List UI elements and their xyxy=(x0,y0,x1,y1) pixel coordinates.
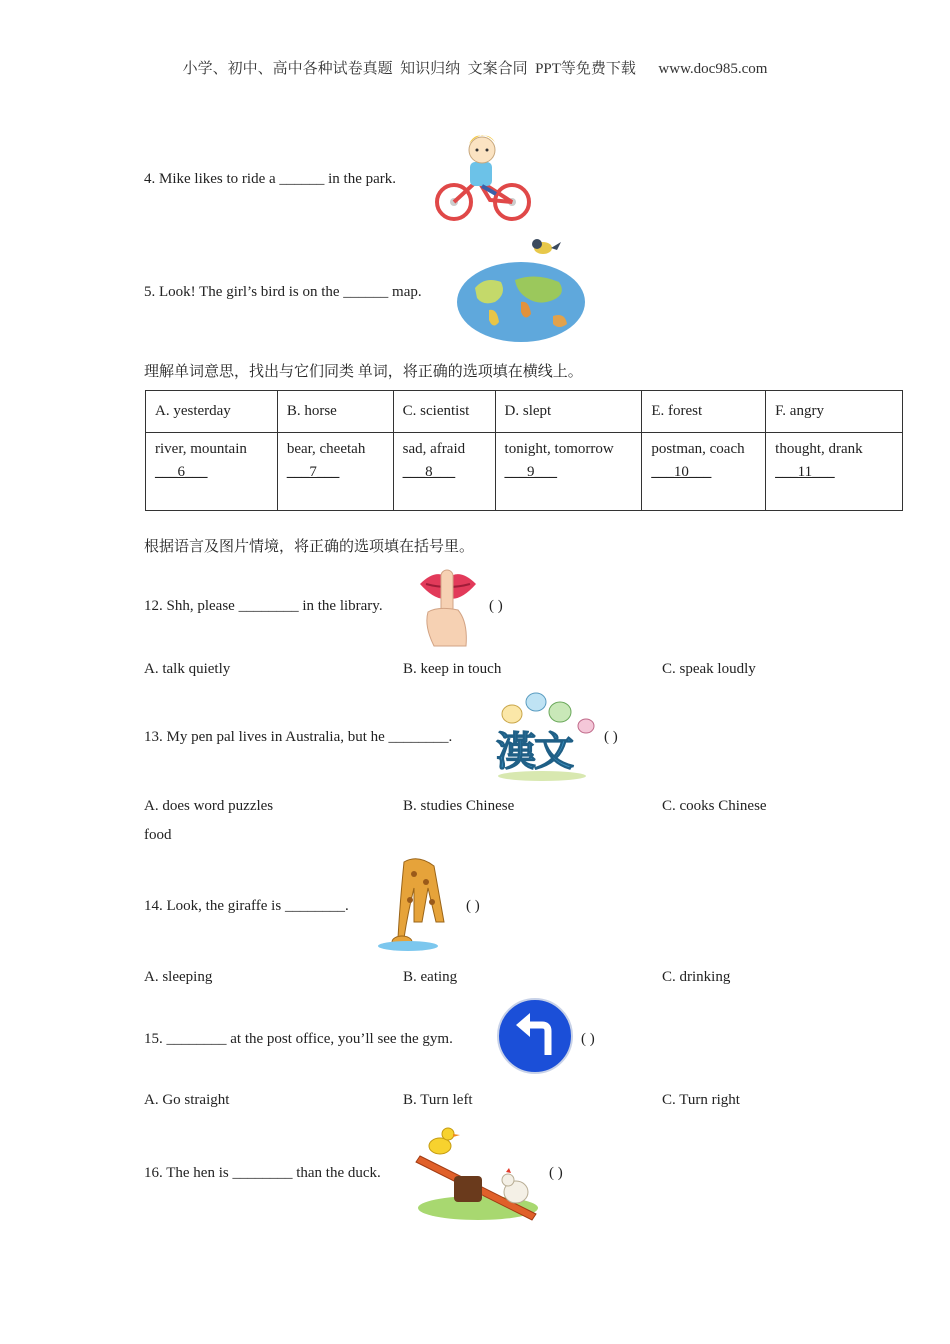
option-14-c: C. drinking xyxy=(662,969,731,985)
option-cell: A. yesterday xyxy=(146,391,278,433)
answer-blank-10[interactable]: ___10___ xyxy=(651,464,712,480)
answer-paren-15[interactable]: ( ) xyxy=(581,1031,595,1047)
option-13-c-continued: food xyxy=(144,827,172,843)
option-15-c: C. Turn right xyxy=(662,1092,740,1108)
option-cell: F. angry xyxy=(766,391,903,433)
question-5: 5. Look! The girl’s bird is on the ______ map. xyxy=(144,284,422,300)
group-cell xyxy=(146,433,278,511)
question-16: 16. The hen is ________ than the duck. xyxy=(144,1165,381,1181)
group-cell xyxy=(642,433,766,511)
option-15-a: A. Go straight xyxy=(144,1092,230,1108)
option-13-c: C. cooks Chinese xyxy=(662,798,767,814)
question-4: 4. Mike likes to ride a ______ in the park. xyxy=(144,171,397,187)
answer-blank-9[interactable]: ___9___ xyxy=(504,464,558,480)
section-3-instruction: 根据语言及图片情境，将正确的选项填在括号里。 xyxy=(144,539,475,555)
answer-paren-14[interactable]: ( ) xyxy=(466,898,480,914)
group-words: sad, afraid xyxy=(402,441,466,457)
option-12-b: B. keep in touch xyxy=(403,661,502,677)
han-wen-characters: 漢文 xyxy=(496,729,572,775)
question-15: 15. ________ at the post office, you’ll see the gym. xyxy=(144,1031,453,1047)
page-header: 小学、初中、高中各种试卷真题 知识归纳 文案合同 PPT等免费下载 www.doc985.com xyxy=(182,61,768,77)
chinese-characters-image xyxy=(492,690,596,782)
section-2-instruction: 理解单词意思，找出与它们同类 单词，将正确的选项填在横线上。 xyxy=(144,364,583,380)
word-classification-table xyxy=(145,390,903,511)
answer-blank-11[interactable]: ___11___ xyxy=(775,464,835,480)
answer-paren-12[interactable]: ( ) xyxy=(489,598,503,614)
group-cell xyxy=(766,433,903,511)
option-13-a: A. does word puzzles xyxy=(144,798,274,814)
question-12: 12. Shh, please ________ in the library. xyxy=(144,598,383,614)
group-words: thought, drank xyxy=(775,441,863,457)
option-14-b: B. eating xyxy=(403,969,458,985)
group-cell xyxy=(495,433,642,511)
option-cell: D. slept xyxy=(495,391,642,433)
option-12-c: C. speak loudly xyxy=(662,661,756,677)
answer-paren-16[interactable]: ( ) xyxy=(549,1165,563,1181)
giraffe-drinking-image xyxy=(374,852,458,952)
boy-riding-bike-image xyxy=(432,128,534,224)
group-words: bear, cheetah xyxy=(286,441,366,457)
option-14-a: A. sleeping xyxy=(144,969,213,985)
group-cell xyxy=(393,433,495,511)
answer-blank-7[interactable]: ___7___ xyxy=(286,464,340,480)
option-cell: C. scientist xyxy=(393,391,495,433)
group-words: river, mountain xyxy=(155,441,247,457)
turn-left-sign-icon xyxy=(496,997,574,1075)
answer-paren-13[interactable]: ( ) xyxy=(604,729,618,745)
group-words: postman, coach xyxy=(651,441,745,457)
option-15-b: B. Turn left xyxy=(403,1092,473,1108)
group-words: tonight, tomorrow xyxy=(504,441,614,457)
world-map-bird-image xyxy=(455,236,590,344)
question-13: 13. My pen pal lives in Australia, but he ________. xyxy=(144,729,453,745)
finger-on-lips-image xyxy=(414,562,480,648)
group-cell xyxy=(277,433,393,511)
option-cell: E. forest xyxy=(642,391,766,433)
option-12-a: A. talk quietly xyxy=(144,661,231,677)
answer-blank-8[interactable]: ___8___ xyxy=(402,464,456,480)
seesaw-hen-duck-image xyxy=(412,1120,544,1224)
option-13-b: B. studies Chinese xyxy=(403,798,515,814)
question-14: 14. Look, the giraffe is ________. xyxy=(144,898,349,914)
option-cell: B. horse xyxy=(277,391,393,433)
answer-blank-6[interactable]: ___6___ xyxy=(155,464,208,480)
